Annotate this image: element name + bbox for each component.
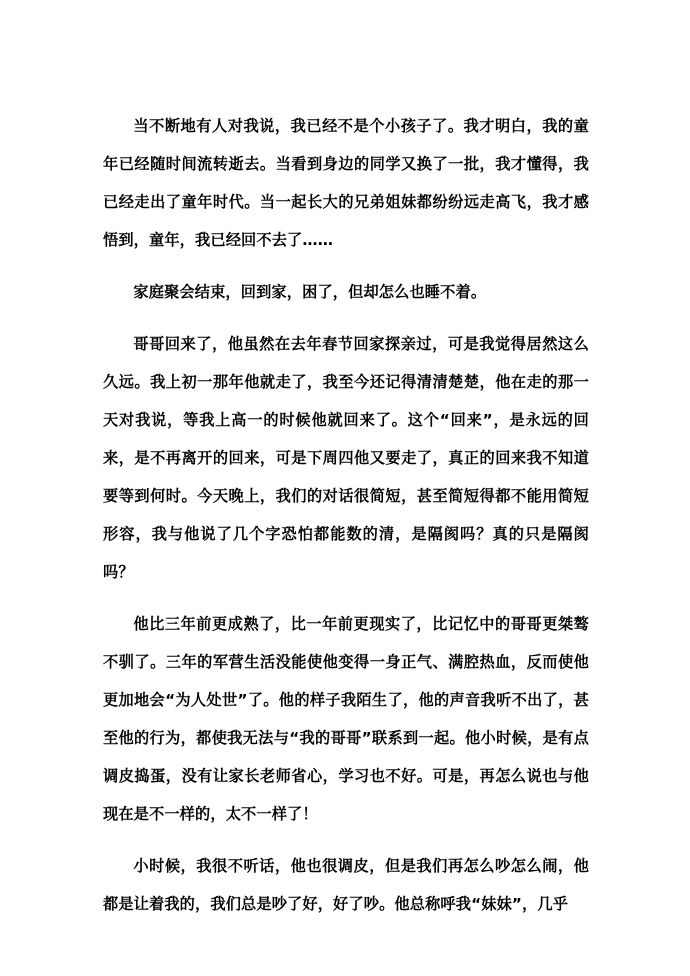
paragraph-3: 哥哥回来了，他虽然在去年春节回家探亲过，可是我觉得居然这么久远。我上初一那年他就走了，我至今还记得清清楚楚，他在走的那一天对我说，等我上高一的时候他就回来了。这个“回来”，是永远的回来，是不再离开的回来，可是下周四他又要走了，真正的回来我不知道要等到何时。今天晚上，我们的对话很简短，甚至简短得都不能用简短形容，我与他说了几个字恐怕都能数的清，是隔阂吗？真的只是隔阂吗？ (103, 335, 589, 581)
paragraph-2: 家庭聚会结束，回到家，困了，但却怎么也睡不着。 (133, 283, 487, 301)
paragraph-1: 当不断地有人对我说，我已经不是个小孩子了。我才明白，我的童年已经随时间流转逝去。当看到身边的同学又换了一批，我才懂得，我已经走出了童年时代。当一起长大的兄弟姐妹都纷纷远走高飞，我才感悟到，童年，我已经回不去了…… (103, 117, 589, 249)
document-text-body (103, 107, 589, 923)
paragraph-4: 他比三年前更成熟了，比一年前更现实了，比记忆中的哥哥更桀骜不驯了。三年的军营生活没能使他变得一身正气、满腔热血，反而使他更加地会“为人处世”了。他的样子我陌生了，他的声音我听不出了，甚至他的行为，都使我无法与“我的哥哥”联系到一起。他小时候，是有点调皮捣蛋，没有让家长老师省心，学习也不好。可是，再怎么说也与他现在是不一样的，太不一样了！ (103, 615, 589, 823)
paragraph-5: 小时候，我很不听话，他也很调皮，但是我们再怎么吵怎么闹，他都是让着我的，我们总是吵了好，好了吵。他总称呼我“妹妹”，几乎 (103, 857, 589, 913)
